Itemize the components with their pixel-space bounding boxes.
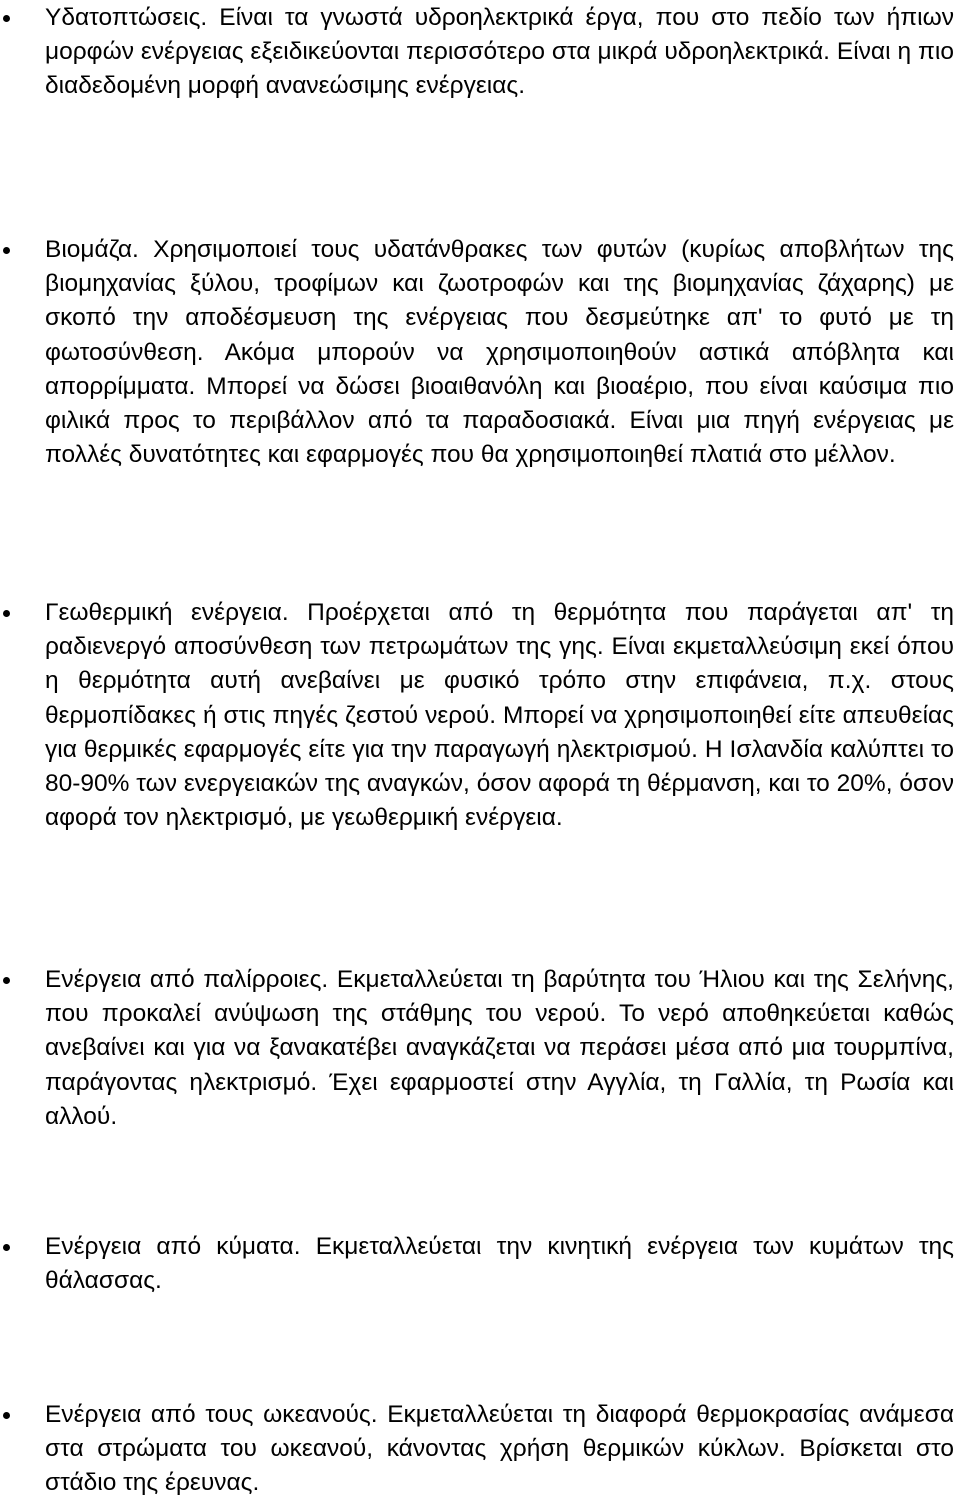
bullet-icon (3, 15, 10, 22)
list-item-text: Υδατοπτώσεις. Είναι τα γνωστά υδροηλεκτρικά έργα, που στο πεδίο των ήπιων μορφών ενέργειας εξειδικεύονται περισσότερο στα μικρά υδροηλεκτρικά. Είναι η πιο διαδεδομένη μορφή ανανεώσιμης ενέργειας. (45, 4, 954, 100)
list-item-text: Βιομάζα. Χρησιμοποιεί τους υδατάνθρακες των φυτών (κυρίως αποβλήτων της βιομηχανίας ξύλου, τροφίμων και ζωοτροφών και της βιομηχανίας ζάχαρης) με σκοπό την αποδέσμευση της ενέργειας που δεσμεύτηκε απ' το φυτό με τη φωτοσύνθεση. Ακόμα μπορούν να χρησιμοποιηθούν αστικά απόβλητα και απορρίμματα. Μπορεί να δώσει βιοαιθανόλη και βιοαέριο, που είναι καύσιμα πιο φιλικά προς το περιβάλλον από τα παραδοσιακά. Είναι μια πηγή ενέργειας με πολλές δυνατότητες και εφαρμογές που θα χρησιμοποιηθεί πλατιά στο μέλλον. (45, 236, 954, 469)
list-item-text: Γεωθερμική ενέργεια. Προέρχεται από τη θερμότητα που παράγεται απ' τη ραδιενεργό αποσύνθεση των πετρωμάτων της γης. Είναι εκμεταλλεύσιμη εκεί όπου η θερμότητα αυτή ανεβαίνει με φυσικό τρόπο στην επιφάνεια, π.χ. στους θερμοπίδακες ή στις πηγές ζεστού νερού. Μπορεί να χρησιμοποιηθεί είτε απευθείας για θερμικές εφαρμογές είτε για την παραγωγή ηλεκτρισμού. Η Ισλανδία καλύπτει το 80-90% των ενεργειακών της αναγκών, όσον αφορά τη θέρμανση, και το 20%, όσον αφορά τον ηλεκτρισμό, με γεωθερμική ενέργεια. (45, 599, 954, 832)
list-item-geothermal (45, 596, 954, 835)
list-item-text: Ενέργεια από παλίρροιες. Εκμεταλλεύεται τη βαρύτητα του Ήλιου και της Σελήνης, που προκαλεί ανύψωση της στάθμης του νερού. Το νερό αποθηκεύεται καθώς ανεβαίνει και για να ξανακατέβει αναγκάζεται να περάσει μέσα από μια τουρμπίνα, παράγοντας ηλεκτρισμό. Έχει εφαρμοστεί στην Αγγλία, τη Γαλλία, τη Ρωσία και αλλού. (45, 966, 954, 1130)
list-item-hydro (45, 1, 954, 104)
bullet-icon (3, 1412, 10, 1419)
bullet-icon (3, 247, 10, 254)
list-item-text: Ενέργεια από τους ωκεανούς. Εκμεταλλεύεται τη διαφορά θερμοκρασίας ανάμεσα στα στρώματα του ωκεανού, κάνοντας χρήση θερμικών κύκλων. Βρίσκεται στο στάδιο της έρευνας. (45, 1401, 954, 1497)
list-item-text: Ενέργεια από κύματα. Εκμεταλλεύεται την κινητική ενέργεια των κυμάτων της θάλασσας. (45, 1233, 954, 1295)
list-item-ocean (45, 1398, 954, 1501)
list-item-tidal (45, 963, 954, 1134)
bullet-icon (3, 977, 10, 984)
bullet-icon (3, 1244, 10, 1251)
list-item-biomass (45, 233, 954, 472)
bullet-icon (3, 610, 10, 617)
list-item-waves (45, 1230, 954, 1298)
